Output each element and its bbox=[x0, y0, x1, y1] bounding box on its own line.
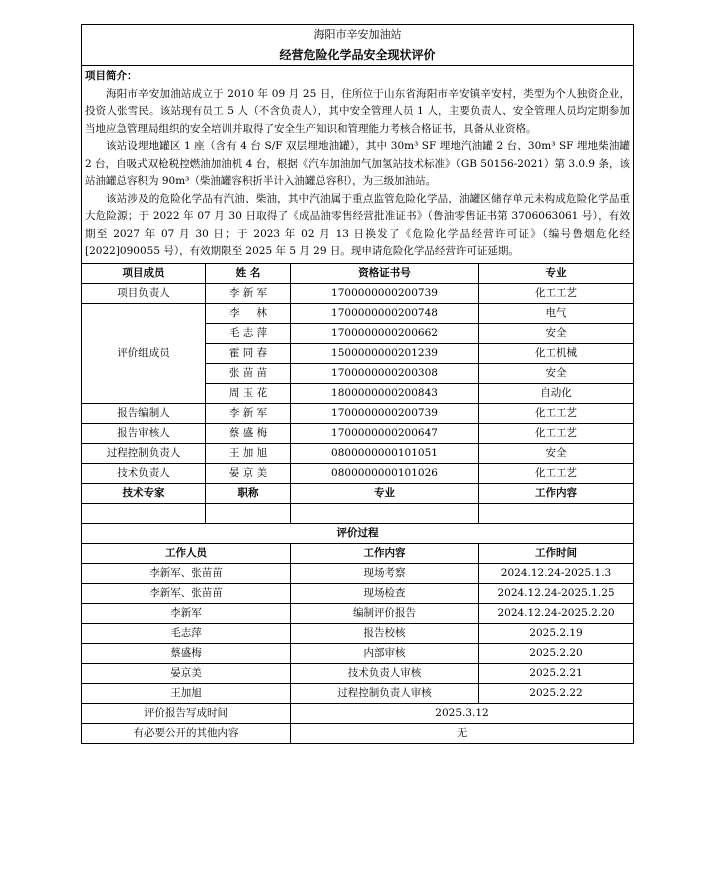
members-header-role: 项目成员 bbox=[82, 263, 206, 283]
member-cert: 1700000000200748 bbox=[291, 303, 479, 323]
completion-row bbox=[82, 703, 634, 723]
process-staff: 晏京美 bbox=[82, 663, 291, 683]
member-name: 李 新 军 bbox=[206, 403, 291, 423]
member-cert: 1500000000201239 bbox=[291, 343, 479, 363]
member-role: 报告审核人 bbox=[82, 423, 206, 443]
table-row bbox=[82, 683, 634, 703]
process-time: 2025.2.22 bbox=[479, 683, 634, 703]
process-header-row bbox=[82, 543, 634, 563]
table-row bbox=[82, 643, 634, 663]
process-header-time: 工作时间 bbox=[479, 543, 634, 563]
member-name: 蔡 盛 梅 bbox=[206, 423, 291, 443]
member-cert: 1700000000200739 bbox=[291, 403, 479, 423]
process-content: 过程控制负责人审核 bbox=[291, 683, 479, 703]
member-name: 周 玉 花 bbox=[206, 383, 291, 403]
member-major: 安全 bbox=[479, 323, 634, 343]
experts-header-row bbox=[82, 483, 634, 503]
member-major: 化工机械 bbox=[479, 343, 634, 363]
evaluation-document bbox=[81, 24, 633, 744]
member-name: 李 新 军 bbox=[206, 283, 291, 303]
member-cert: 1700000000200739 bbox=[291, 283, 479, 303]
process-staff: 李新军、张苗苗 bbox=[82, 583, 291, 603]
member-name: 毛 志 萍 bbox=[206, 323, 291, 343]
table-row bbox=[82, 303, 634, 323]
process-content: 内部审核 bbox=[291, 643, 479, 663]
members-header-row bbox=[82, 263, 634, 283]
member-role: 技术负责人 bbox=[82, 463, 206, 483]
process-staff: 李新军、张苗苗 bbox=[82, 563, 291, 583]
member-cert: 0800000000101026 bbox=[291, 463, 479, 483]
member-major: 自动化 bbox=[479, 383, 634, 403]
table-row bbox=[82, 603, 634, 623]
process-title: 评价过程 bbox=[82, 523, 634, 543]
process-time: 2024.12.24-2025.2.20 bbox=[479, 603, 634, 623]
process-content: 技术负责人审核 bbox=[291, 663, 479, 683]
member-cert: 1700000000200308 bbox=[291, 363, 479, 383]
intro-paragraph-3: 该站涉及的危险化学品有汽油、柴油，其中汽油属于重点监管危险化学品，油罐区储存单元未构成危险化学品重大危险源；于 2022 年 07 月 30 日取得了《成品油零售经营批准证书》（鲁油零售证书第 3706063061 号），有效期至 2027 年 07 月 30 日；于 2023 年 02 月 13 日换发了《危险化学品经营许可证》（编号鲁烟危化经[2022]090055 号），有效期限至 2025 年 5 月 29 日。现申请危险化学品经营许可证延期。 bbox=[85, 192, 631, 257]
process-content: 现场考察 bbox=[291, 563, 479, 583]
table-row bbox=[82, 623, 634, 643]
experts-header-title: 职称 bbox=[206, 483, 291, 503]
member-role: 评价组成员 bbox=[82, 303, 206, 403]
document-title: 经营危险化学品安全现状评价 bbox=[82, 45, 634, 66]
table-row bbox=[82, 663, 634, 683]
member-major: 化工工艺 bbox=[479, 463, 634, 483]
member-cert: 0800000000101051 bbox=[291, 443, 479, 463]
experts-empty-row bbox=[82, 503, 634, 523]
member-major: 电气 bbox=[479, 303, 634, 323]
intro-heading: 项目简介： bbox=[85, 70, 138, 82]
member-name: 张 苗 苗 bbox=[206, 363, 291, 383]
public-info-label: 有必要公开的其他内容 bbox=[82, 723, 291, 743]
completion-label: 评价报告写成时间 bbox=[82, 703, 291, 723]
member-major: 安全 bbox=[479, 443, 634, 463]
company-name: 海阳市辛安加油站 bbox=[82, 25, 634, 46]
members-header-name: 姓 名 bbox=[206, 263, 291, 283]
member-major: 安全 bbox=[479, 363, 634, 383]
member-role: 过程控制负责人 bbox=[82, 443, 206, 463]
process-staff: 李新军 bbox=[82, 603, 291, 623]
member-name: 王 加 旭 bbox=[206, 443, 291, 463]
experts-header-expert: 技术专家 bbox=[82, 483, 206, 503]
process-staff: 王加旭 bbox=[82, 683, 291, 703]
table-row bbox=[82, 283, 634, 303]
table-row bbox=[82, 563, 634, 583]
public-info-value: 无 bbox=[291, 723, 634, 743]
public-info-row bbox=[82, 723, 634, 743]
member-cert: 1700000000200647 bbox=[291, 423, 479, 443]
members-header-major: 专业 bbox=[479, 263, 634, 283]
member-role: 项目负责人 bbox=[82, 283, 206, 303]
table-row bbox=[82, 443, 634, 463]
process-time: 2025.2.19 bbox=[479, 623, 634, 643]
experts-header-work: 工作内容 bbox=[479, 483, 634, 503]
process-time: 2025.2.20 bbox=[479, 643, 634, 663]
process-header-content: 工作内容 bbox=[291, 543, 479, 563]
process-header-staff: 工作人员 bbox=[82, 543, 291, 563]
process-time: 2024.12.24-2025.1.3 bbox=[479, 563, 634, 583]
table-row bbox=[82, 583, 634, 603]
process-content: 现场检查 bbox=[291, 583, 479, 603]
member-name: 李 林 bbox=[206, 303, 291, 323]
member-cert: 1700000000200662 bbox=[291, 323, 479, 343]
table-row bbox=[82, 463, 634, 483]
member-cert: 1800000000200843 bbox=[291, 383, 479, 403]
member-major: 化工工艺 bbox=[479, 403, 634, 423]
process-content: 编制评价报告 bbox=[291, 603, 479, 623]
member-major: 化工工艺 bbox=[479, 423, 634, 443]
table-row bbox=[82, 423, 634, 443]
process-time: 2024.12.24-2025.1.25 bbox=[479, 583, 634, 603]
table-row bbox=[82, 403, 634, 423]
members-header-cert: 资格证书号 bbox=[291, 263, 479, 283]
member-role: 报告编制人 bbox=[82, 403, 206, 423]
intro-paragraph-2: 该站设埋地罐区 1 座（含有 4 台 S/F 双层埋地油罐），其中 30m³ SF 埋地汽油罐 2 台、30m³ SF 埋地柴油罐 2 台，自吸式双枪税控燃油加油机 4 台，根据《汽车加油加气加氢站技术标准》（GB 50156-2021）第 3.0.9 条，该站油罐总容积为 90m³（柴油罐容积折半计入油罐总容积），为三级加油站。 bbox=[85, 140, 631, 187]
member-name: 霍 同 春 bbox=[206, 343, 291, 363]
process-content: 报告校核 bbox=[291, 623, 479, 643]
process-time: 2025.2.21 bbox=[479, 663, 634, 683]
project-intro bbox=[82, 66, 634, 264]
member-major: 化工工艺 bbox=[479, 283, 634, 303]
member-name: 晏 京 美 bbox=[206, 463, 291, 483]
evaluation-table bbox=[81, 24, 634, 744]
completion-value: 2025.3.12 bbox=[291, 703, 634, 723]
process-staff: 毛志萍 bbox=[82, 623, 291, 643]
experts-header-major: 专业 bbox=[291, 483, 479, 503]
intro-paragraph-1: 海阳市辛安加油站成立于 2010 年 09 月 25 日，住所位于山东省海阳市辛安镇辛安村，类型为个人独资企业，投资人张雪民。该站现有员工 5 人（不含负责人），其中安全管理人员 1 人，主要负责人、安全管理人员均定期参加当地应急管理局组织的安全培训并取得了安全生产知识和管理能力考核合格证书，具备从业资格。 bbox=[85, 87, 631, 135]
process-staff: 蔡盛梅 bbox=[82, 643, 291, 663]
